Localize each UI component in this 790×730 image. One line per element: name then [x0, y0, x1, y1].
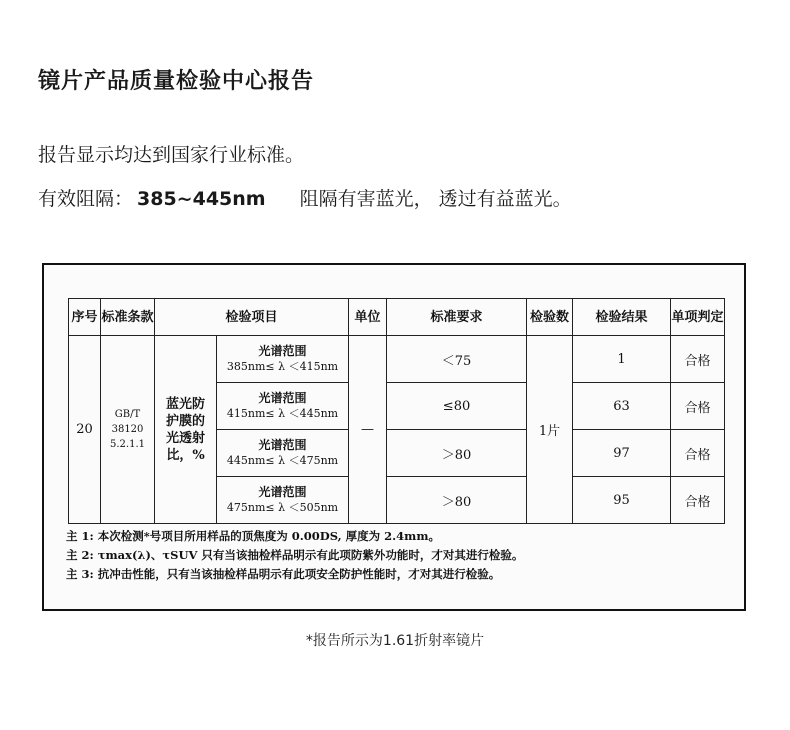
header-seq: 序号 [69, 299, 101, 336]
header-row [69, 299, 725, 336]
band-requirement: ＞80 [387, 477, 527, 524]
band-cell [217, 430, 349, 477]
band-range: 475nm≤ λ ＜505nm [226, 501, 339, 514]
row-seq: 20 [69, 336, 101, 524]
band-range: 415nm≤ λ ＜445nm [226, 407, 339, 420]
band-title: 光谱范围 [258, 438, 307, 452]
note-line: 主 1: 本次检测*号项目所用样品的顶焦度为 0.00DS, 厚度为 2.4mm。 [66, 529, 441, 543]
band-title: 光谱范围 [258, 344, 307, 358]
band-result: 1 [573, 336, 671, 383]
footnote: *报告所示为1.61折射率镜片 [305, 633, 485, 649]
band-title: 光谱范围 [258, 391, 307, 405]
header-result: 检验结果 [573, 299, 671, 336]
band-verdict: 合格 [671, 430, 725, 477]
band-requirement: ＞80 [387, 430, 527, 477]
blocking-range: 385~445nm [137, 188, 266, 210]
band-range: 385nm≤ λ ＜415nm [226, 360, 339, 373]
band-result: 63 [573, 383, 671, 430]
band-result: 97 [573, 430, 671, 477]
header-count: 检验数 [527, 299, 573, 336]
band-verdict: 合格 [671, 477, 725, 524]
standard-line: 5.2.1.1 [110, 439, 145, 450]
page-title: 镜片产品质量检验中心报告 [38, 69, 315, 94]
blocking-prefix: 有效阻隔： [38, 188, 134, 210]
standard-line: 38120 [111, 424, 144, 435]
note-line: 主 3: 抗冲击性能，只有当该抽检样品明示有此项安全防护性能时，才对其进行检验。 [66, 567, 501, 581]
band-cell [217, 383, 349, 430]
row-count: 1片 [527, 336, 573, 524]
table-row [69, 336, 725, 383]
row-item-name: 蓝光防护膜的光透射比，% [155, 336, 217, 524]
row-unit: — [349, 336, 387, 524]
report-notes [66, 527, 523, 584]
standard-line: GB/T [114, 409, 141, 420]
header-unit: 单位 [349, 299, 387, 336]
header-standard: 标准条款 [101, 299, 155, 336]
header-verdict: 单项判定 [671, 299, 725, 336]
standard-statement: 报告显示均达到国家行业标准。 [38, 144, 305, 166]
report-scan [42, 263, 746, 611]
row-standard [101, 336, 155, 524]
header-item: 检验项目 [155, 299, 349, 336]
band-result: 95 [573, 477, 671, 524]
band-requirement: ＜75 [387, 336, 527, 383]
band-cell [217, 336, 349, 383]
band-verdict: 合格 [671, 383, 725, 430]
band-requirement: ≤80 [387, 383, 527, 430]
band-cell [217, 477, 349, 524]
report-table [68, 298, 725, 524]
header-requirement: 标准要求 [387, 299, 527, 336]
blocking-statement [38, 184, 572, 211]
band-title: 光谱范围 [258, 485, 307, 499]
note-line: 主 2: τmax(λ)、τSUV 只有当该抽检样品明示有此项防紫外功能时，才对其进行检验。 [66, 548, 524, 562]
band-range: 445nm≤ λ ＜475nm [226, 454, 339, 467]
blocking-suffix: 阻隔有害蓝光， 透过有益蓝光。 [299, 188, 572, 210]
band-verdict: 合格 [671, 336, 725, 383]
